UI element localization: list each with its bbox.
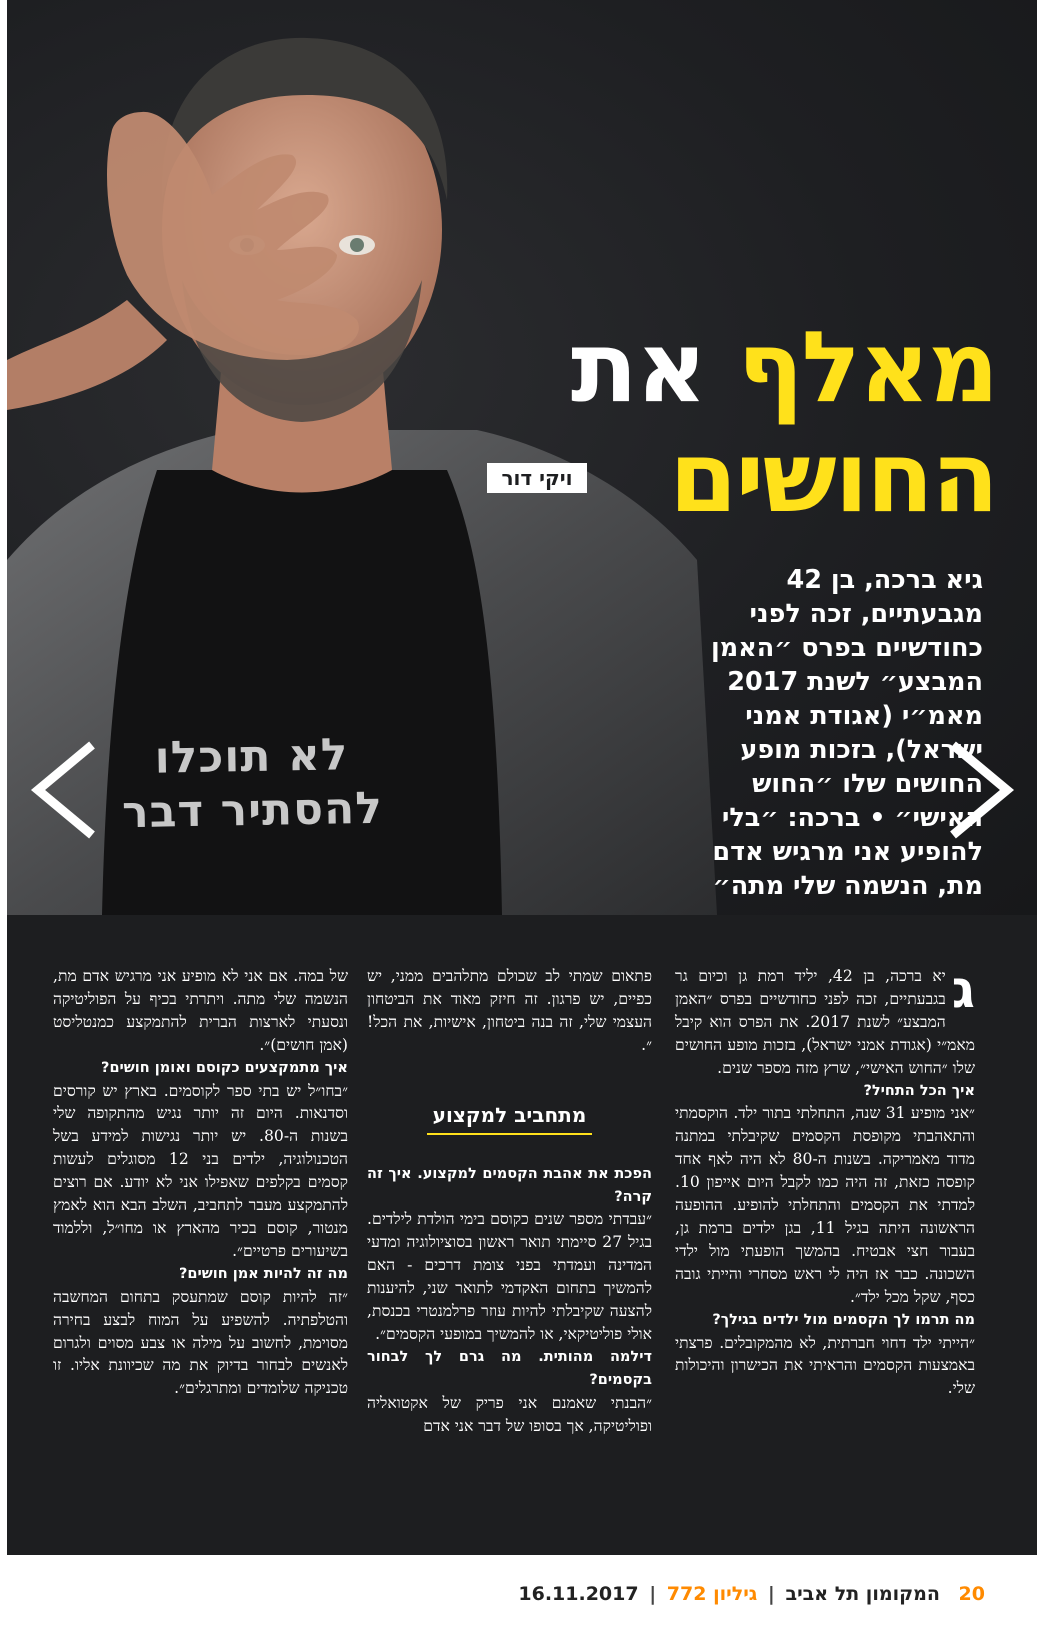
chevron-right-icon[interactable] <box>945 740 1015 840</box>
footer-separator: | <box>767 1583 775 1605</box>
footer-separator: | <box>649 1583 657 1605</box>
author-byline: ויקי דור <box>487 463 587 493</box>
interview-question: איך הכל התחיל? <box>863 1082 975 1099</box>
paragraph: ״אני מופיע 31 שנה, התחלתי בתור ילד. הוקסמתי והתאהבתי מקופסת הקסמים שקיבלתי במתנה מדוד מאמריקה. בשנות ה-80 לא היה לאף אחד קופסה כזאת, זה היה כמו לקבל היום אייפון 10. למדתי את הקסמים והתחלתי להופיע. ההופעה הראשונה היתה בגיל 11, בגן ילדים ברמת גן, בעבור חצי אבטיח. בהמשך הופעתי מול ילדי השכונה. כבר אז היה לי ראש מסחרי והייתי גובה כסף, שקל מכל ילד״. <box>675 1104 975 1306</box>
paragraph: ״הייתי ילד דחוי חברתית, לא מהמקובלים. פרצתי באמצעות הקסמים והראיתי את הכישרון והיכולות שלי. <box>675 1333 975 1398</box>
issue-date: 16.11.2017 <box>518 1583 639 1605</box>
page-number: 20 <box>958 1583 985 1605</box>
shirt-print <box>101 727 403 840</box>
drop-cap: ג <box>951 960 975 1020</box>
chevron-left-icon[interactable] <box>30 740 100 840</box>
interview-question: מה זה להיות אמן חושים? <box>178 1265 348 1282</box>
article-column-1 <box>675 960 975 1525</box>
headline-line1 <box>570 311 997 425</box>
interview-question: הפכת את אהבת הקסמים למקצוע. איך זה קרה? <box>367 1165 652 1205</box>
interview-question: מה תרמו לך הקסמים מול ילדים בגילך? <box>712 1311 975 1328</box>
headline-word-white: את <box>570 311 706 425</box>
subheading-wrap <box>367 1101 652 1135</box>
article-lede: גיא ברכה, בן 42 מגבעתיים, זכה לפני כחודשיים בפרס ״האמן המבצע״ לשנת 2017 מאמ״י (אגודת אמני ישראל), בזכות מופע החושים שלו ״החוש האישי״ • ברכה: ״בלי להופיע אני מרגיש אדם מת, הנשמה שלי מתה״ <box>711 565 983 901</box>
headline-word-yellow: מאלף <box>737 311 997 425</box>
publication-name: המקומון תל אביב <box>785 1583 940 1605</box>
paragraph: פתאום שמתי לב שכולם מתלהבים ממני, יש כפיים, יש פרגון. זה חיזק מאוד את הביטחון העצמי שלי, זה בנה ביטחון, אישיות, את הכל!״. <box>367 967 652 1054</box>
paragraph: ״הבנתי שאמנם אני פריק של אקטואליה ופוליטיקה, אך בסופו של דבר אני אדם <box>367 1393 652 1435</box>
section-subheading: מתחביב למקצוע <box>427 1101 593 1135</box>
issue-number: גיליון 772 <box>666 1583 758 1605</box>
shirt-print-line2: להסתיר דבר <box>121 782 384 839</box>
paragraph: ״בחו״ל יש בתי ספר לקוסמים. בארץ יש קורסים וסדנאות. היום זה יותר נגיש מהתקופה שלי בשנות ה-80. יש יותר נגישות למידע בשל הטכנולוגיה, ילדים בני 12 מסוגלים לעשות קסמים בקלפים שאפילו אני לא יודע. אם רוצים להתמקצע מעבר לתחביב, השלב הבא הוא לאמץ מנטור, קוסם בכיר מהארץ או מחו״ל, וללמוד בשיעורים פרטיים״. <box>53 1081 348 1260</box>
paragraph: ״עבדתי מספר שנים כקוסם בימי הולדת לילדים. בגיל 27 סיימתי תואר ראשון בסוציולוגיה ומדעי המדינה ועמדתי בפני צומת דרכים - האם להמשיך בתחום האקדמי לתואר שני, להיענות להצעה שקיבלתי להיות עוזר פרלמנטרי בכנסת, אולי פוליטיקאי, או להמשיך במופעי הקסמים״. <box>367 1210 652 1343</box>
article-column-2 <box>367 965 652 1525</box>
paragraph: של במה. אם אני לא מופיע אני מרגיש אדם מת, הנשמה שלי מתה. ויתרתי בכיף על הפוליטיקה ונסעתי לארצות הברית להתמקצע כמנטליסט (אמן חושים)״. <box>53 967 348 1054</box>
paragraph: ״זה להיות קוסם שמתעסק בתחום המחשבה והטלפתיה. להשפיע על המוח לבצע בחירה מסוימת, לחשוב על מילה או צבע מסוים ולגרום לאנשים לבחור בדיוק את מה שכיוונת אליו. זו טכניקה שלומדים ומתרגלים״. <box>53 1287 348 1398</box>
shirt-print-line1: לא תוכלו <box>154 729 349 784</box>
interview-question: דילמה מהותית. מה גרם לך לבחור בקסמים? <box>367 1348 652 1388</box>
headline-line2: החושים <box>669 421 997 535</box>
article-column-3 <box>53 965 348 1525</box>
page-footer <box>518 1583 985 1605</box>
paragraph: יא ברכה, בן 42, יליד רמת גן וכיום גר בגבעתיים, זכה לפני כחודשיים בפרס ״האמן המבצע״ לשנת 2017. את הפרס הוא קיבל מאמ״י (אגודת אמני ישראל), בזכות מופע החושים שלו ״החוש האישי״, שרץ מזה מספר שנים. <box>675 967 975 1077</box>
interview-question: איך מתמקצעים כקוסם ואומן חושים? <box>101 1059 348 1076</box>
